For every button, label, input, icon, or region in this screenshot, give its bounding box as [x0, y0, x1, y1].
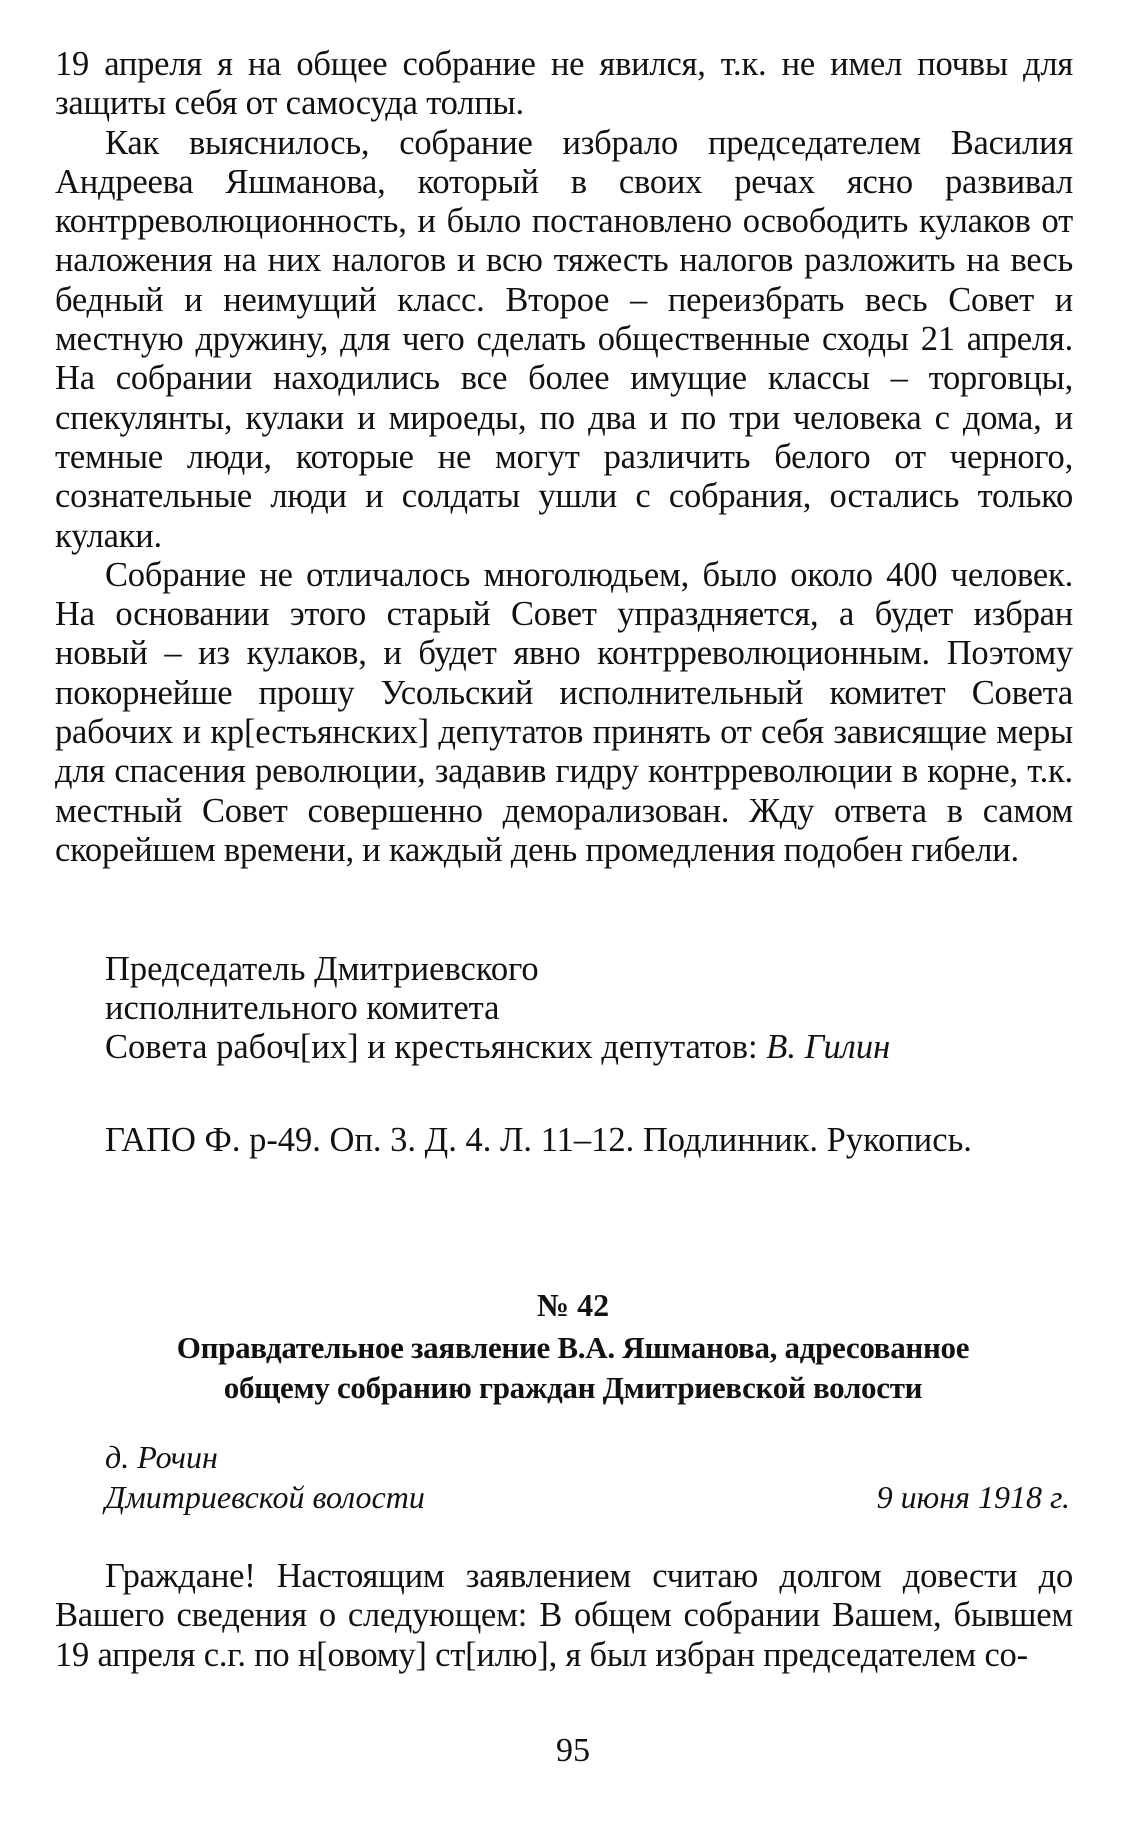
signature-line-1: Председатель Дмитриевского [105, 950, 539, 988]
signature-title: Совета рабоч[их] и крестьянских депутатов: [105, 1028, 767, 1066]
archive-source: ГАПО Ф. р-49. Оп. 3. Д. 4. Л. 11–12. Подлинник. Рукопись. [105, 1121, 972, 1159]
signature-line-2: исполнительного комитета [105, 989, 500, 1027]
signature-line-3 [105, 1028, 890, 1067]
main-text-block [55, 45, 1073, 870]
paragraph-4: Граждане! Настоящим заявлением считаю долгом довести до Вашего сведения о следующем: В общем собрании Вашем, бывшем 19 апреля с.г. по н[овому] ст[илю], я был избран председателем со- [55, 1557, 1073, 1674]
document-date: 9 июня 1918 г. [876, 1479, 1070, 1515]
title-line-2: общему собранию граждан Дмитриевской волости [223, 1370, 923, 1405]
signature-name: В. Гилин [766, 1028, 891, 1066]
paragraph-1: 19 апреля я на общее собрание не явился, т.к. не имел почвы для защиты себя от самосуда толпы. [55, 45, 1073, 123]
document-number: № 42 [536, 1287, 610, 1323]
paragraph-2: Как выяснилось, собрание избрало председателем Василия Андреева Яшманова, который в своих речах ясно развивал контрреволюционность, и было постановлено освободить кулаков от наложения на них налогов и всю тяжесть налогов разложить на весь бедный и неимущий класс. Второе – переизбрать весь Совет и местную дружину, для чего сделать общественные сходы 21 апреля. На собрании находились все более имущие классы – торговцы, спекулянты, кулаки и мироеды, по два и по три человека с дома, и темные люди, которые не могут различить белого от черного, сознательные люди и солдаты ушли с собрания, остались только кулаки. [55, 123, 1073, 555]
place-line-2: Дмитриевской волости [105, 1479, 425, 1515]
document-title [55, 1328, 1091, 1408]
paragraph-3: Собрание не отличалось многолюдьем, было около 400 человек. На основании этого старый Совет упраздняется, а будет избран новый – из кулаков, и будет явно контрреволюционным. Поэтому покорнейше прошу Усольский исполнительный комитет Совета рабочих и кр[естьянских] депутатов принять от себя зависящие меры для спасения революции, задавив гидру контрреволюции в корне, т.к. местный Совет совершенно деморализован. Жду ответа в самом скорейшем времени, и каждый день промедления подобен гибели. [55, 555, 1073, 869]
page-number: 95 [556, 1732, 590, 1769]
second-text-block [55, 1557, 1073, 1675]
place-line-1: д. Рочин [105, 1439, 218, 1475]
title-line-1: Оправдательное заявление В.А. Яшманова, адресованное [176, 1330, 970, 1365]
